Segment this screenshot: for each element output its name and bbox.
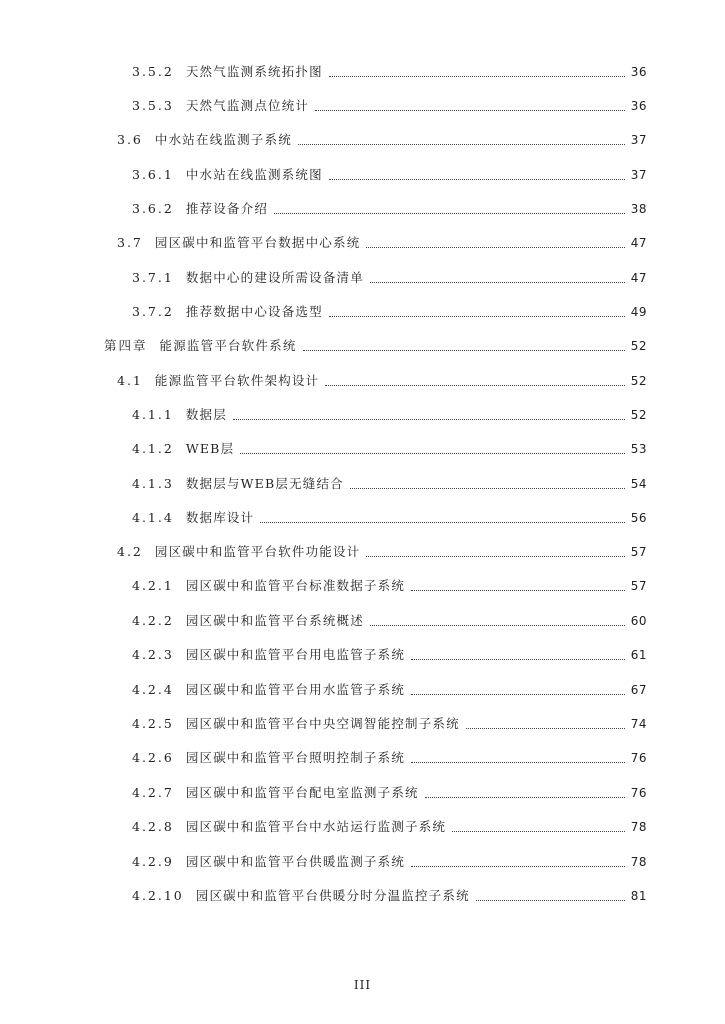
toc-entry-page: 76 [630, 786, 647, 800]
toc-entry-page: 37 [630, 168, 647, 182]
toc-entry-page: 49 [630, 305, 647, 319]
toc-entry-4-2-3[interactable] [132, 645, 647, 665]
toc-entry-4-2[interactable] [117, 542, 647, 562]
toc-entry-title: 中水站在线监测系统图 [185, 167, 323, 182]
toc-entry-page: 78 [630, 855, 647, 869]
dot-leader [411, 694, 625, 695]
toc-entry-number: 第四章 [104, 338, 148, 353]
dot-leader [303, 350, 625, 351]
toc-entry-number: 3.6 [117, 132, 143, 147]
toc-entry-4-2-2[interactable] [132, 611, 647, 631]
dot-leader [466, 728, 625, 729]
toc-entry-4-1-1[interactable] [132, 405, 647, 425]
toc-entry-number: 3.7 [117, 235, 143, 250]
toc-entry-page: 78 [630, 820, 647, 834]
dot-leader [329, 179, 625, 180]
toc-entry-4-2-1[interactable] [132, 576, 647, 596]
toc-entry-number: 3.7.1 [132, 270, 174, 285]
toc-entry-number: 3.6.2 [132, 201, 174, 216]
dot-leader [298, 144, 625, 145]
dot-leader [411, 762, 625, 763]
toc-entry-title: 数据中心的建设所需设备清单 [185, 270, 364, 285]
toc-entry-page: 74 [630, 717, 647, 731]
toc-entry-number: 4.2.2 [132, 613, 174, 628]
toc-entry-4-1-3[interactable] [132, 474, 647, 494]
dot-leader [315, 110, 625, 111]
page-number: III [353, 978, 372, 992]
toc-entry-page: 47 [630, 236, 647, 250]
toc-entry-4-2-7[interactable] [132, 783, 647, 803]
toc-entry-page: 52 [630, 374, 647, 388]
toc-entry-title: 园区碳中和监管平台用水监管子系统 [185, 682, 406, 697]
toc-entry-number: 3.6.1 [132, 167, 174, 182]
toc-entry-number: 4.2.8 [132, 819, 174, 834]
toc-entry-title: 园区碳中和监管平台供暖分时分温监控子系统 [195, 888, 470, 903]
toc-entry-3-5-2[interactable] [132, 62, 647, 82]
toc-entry-page: 53 [630, 442, 647, 456]
toc-entry-4-2-5[interactable] [132, 714, 647, 734]
toc-entry-number: 4.1.2 [132, 441, 174, 456]
toc-entry-page: 81 [630, 889, 647, 903]
toc-entry-title: 能源监管平台软件系统 [159, 338, 297, 353]
toc-entry-title: 能源监管平台软件架构设计 [154, 373, 320, 388]
toc-entry-page: 52 [630, 408, 647, 422]
dot-leader [329, 76, 625, 77]
toc-entry-title: 天然气监测系统拓扑图 [185, 64, 323, 79]
toc-entry-title: 数据层 [185, 407, 227, 422]
toc-entry-number: 4.1.4 [132, 510, 174, 525]
toc-entry-page: 52 [630, 339, 647, 353]
toc-entry-number: 4.2.7 [132, 785, 174, 800]
toc-entry-title: 园区碳中和监管平台中央空调智能控制子系统 [185, 716, 460, 731]
toc-entry-page: 36 [630, 65, 647, 79]
dot-leader [476, 900, 625, 901]
toc-entry-number: 3.5.2 [132, 64, 174, 79]
toc-entry-3-5-3[interactable] [132, 96, 647, 116]
toc-entry-4-2-9[interactable] [132, 852, 647, 872]
toc-entry-title: 数据库设计 [185, 510, 255, 525]
toc-entry-4-2-4[interactable] [132, 680, 647, 700]
toc-entry-4-1-4[interactable] [132, 508, 647, 528]
toc-entry-page: 57 [630, 545, 647, 559]
toc-entry-4-2-8[interactable] [132, 817, 647, 837]
toc-entry-3-7[interactable] [117, 233, 647, 253]
toc-entry-number: 3.7.2 [132, 304, 174, 319]
toc-entry-number: 4.2.5 [132, 716, 174, 731]
toc-entry-number: 4.2.6 [132, 750, 174, 765]
toc-entry-title: 推荐设备介绍 [185, 201, 269, 216]
dot-leader [350, 488, 625, 489]
dot-leader [411, 866, 625, 867]
toc-entry-page: 56 [630, 511, 647, 525]
toc-entry-number: 4.2.10 [132, 888, 184, 903]
toc-entry-page: 38 [630, 202, 647, 216]
toc-entry-4-2-6[interactable] [132, 748, 647, 768]
toc-entry-4-1[interactable] [117, 371, 647, 391]
dot-leader [260, 522, 624, 523]
dot-leader [452, 831, 625, 832]
toc-entry-chapter-4[interactable] [104, 336, 647, 356]
dot-leader [329, 316, 625, 317]
toc-entry-number: 4.2 [117, 544, 143, 559]
dot-leader [425, 797, 625, 798]
toc-entry-page: 36 [630, 99, 647, 113]
toc-entry-page: 47 [630, 271, 647, 285]
toc-entry-number: 4.2.4 [132, 682, 174, 697]
toc-entry-4-2-10[interactable] [132, 886, 647, 906]
toc-entry-title: 园区碳中和监管平台供暖监测子系统 [185, 854, 406, 869]
dot-leader [366, 247, 624, 248]
toc-entry-page: 54 [630, 477, 647, 491]
toc-entry-title: 园区碳中和监管平台用电监管子系统 [185, 647, 406, 662]
toc-entry-page: 76 [630, 751, 647, 765]
toc-entry-number: 4.1.3 [132, 476, 174, 491]
toc-entry-number: 4.1.1 [132, 407, 174, 422]
dot-leader [411, 590, 625, 591]
toc-entry-number: 4.2.3 [132, 647, 174, 662]
toc-entry-number: 4.2.9 [132, 854, 174, 869]
dot-leader [233, 419, 625, 420]
dot-leader [411, 659, 625, 660]
toc-entry-title: 推荐数据中心设备选型 [185, 304, 323, 319]
toc-entry-4-1-2[interactable] [132, 439, 647, 459]
toc-entry-page: 60 [630, 614, 647, 628]
toc-entry-number: 3.5.3 [132, 98, 174, 113]
toc-entry-3-7-1[interactable] [132, 268, 647, 288]
toc-entry-number: 4.2.1 [132, 578, 174, 593]
toc-entry-page: 67 [630, 683, 647, 697]
toc-entry-title: 园区碳中和监管平台软件功能设计 [154, 544, 361, 559]
toc-entry-title: 园区碳中和监管平台照明控制子系统 [185, 750, 406, 765]
toc-entry-title: 园区碳中和监管平台配电室监测子系统 [185, 785, 419, 800]
toc-entry-3-6-1[interactable] [132, 165, 647, 185]
dot-leader [370, 625, 625, 626]
toc-entry-title: WEB层 [185, 441, 235, 456]
toc-entry-page: 61 [630, 648, 647, 662]
toc-entry-3-7-2[interactable] [132, 302, 647, 322]
toc-entry-title: 数据层与WEB层无缝结合 [185, 476, 344, 491]
dot-leader [370, 282, 625, 283]
dot-leader [366, 556, 624, 557]
toc-entry-title: 园区碳中和监管平台中水站运行监测子系统 [185, 819, 447, 834]
toc-entry-number: 4.1 [117, 373, 143, 388]
toc-entry-page: 37 [630, 133, 647, 147]
toc-entry-title: 园区碳中和监管平台标准数据子系统 [185, 578, 406, 593]
toc-entry-title: 天然气监测点位统计 [185, 98, 310, 113]
toc-entry-3-6-2[interactable] [132, 199, 647, 219]
toc-entry-title: 园区碳中和监管平台系统概述 [185, 613, 364, 628]
toc-entry-title: 园区碳中和监管平台数据中心系统 [154, 235, 361, 250]
dot-leader [240, 453, 624, 454]
dot-leader [274, 213, 625, 214]
toc-entry-3-6[interactable] [117, 130, 647, 150]
toc-entry-title: 中水站在线监测子系统 [154, 132, 292, 147]
toc-entry-page: 57 [630, 579, 647, 593]
dot-leader [325, 385, 624, 386]
